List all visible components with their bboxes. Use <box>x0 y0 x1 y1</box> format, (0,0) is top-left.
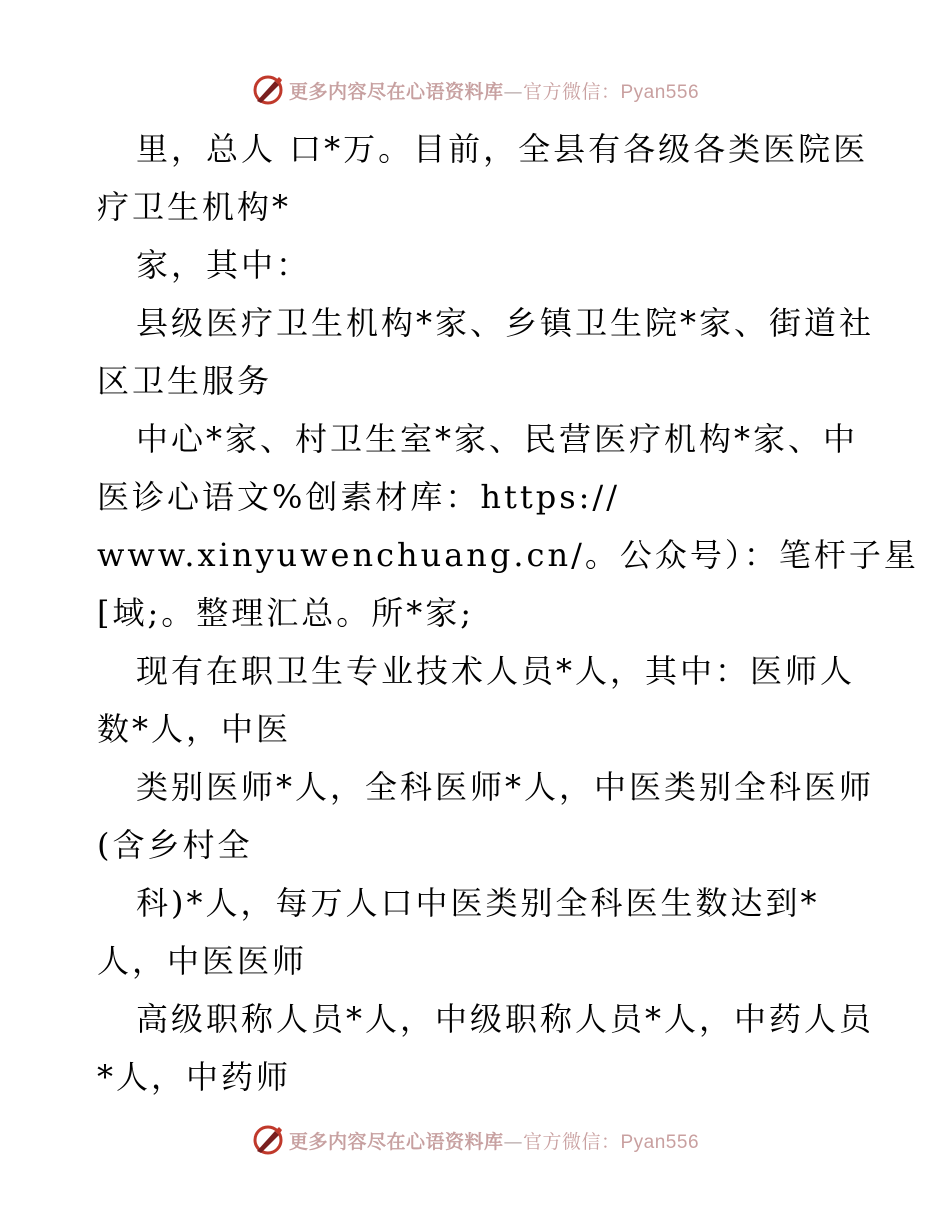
header-banner <box>0 70 950 110</box>
text-line: (含乡村全 <box>97 826 253 864</box>
header-wechat-label: 官方微信： <box>522 80 621 103</box>
header-brand: 更多内容尽在心语资料库 <box>288 80 504 103</box>
text-line: 疗卫生机构* <box>97 188 292 226</box>
pen-logo-icon <box>251 73 285 107</box>
text-line: 县级医疗卫生机构*家、乡镇卫生院*家、街道社 <box>136 304 875 342</box>
text-line: www.xinyuwenchuang.cn/。公众号）：笔杆子星 <box>97 536 919 574</box>
pen-logo-icon <box>251 1123 285 1157</box>
footer-wechat-id: Pyan556 <box>620 1131 700 1153</box>
footer-dash: — <box>503 1130 523 1153</box>
header-wechat-id: Pyan556 <box>620 81 700 103</box>
text-line: 里，总人 口*万。目前，全县有各级各类医院医 <box>136 130 869 168</box>
body-text <box>97 120 919 1106</box>
footer-banner-text <box>289 1127 699 1154</box>
text-line: 高级职称人员*人，中级职称人员*人，中药人员 <box>136 1000 875 1038</box>
text-line: 人，中医医师 <box>97 942 308 980</box>
footer-banner <box>0 1120 950 1160</box>
text-line: 区卫生服务 <box>97 362 273 400</box>
header-banner-text <box>289 77 699 104</box>
header-dash: — <box>503 80 523 103</box>
text-line: *人，中药师 <box>97 1058 292 1096</box>
text-line: 医诊心语文%创素材库：https:// <box>97 478 620 516</box>
text-line: 现有在职卫生专业技术人员*人，其中：医师人 <box>136 652 856 690</box>
text-line: 类别医师*人，全科医师*人，中医类别全科医师 <box>136 768 875 806</box>
footer-wechat-label: 官方微信： <box>522 1130 621 1153</box>
text-line: 数*人，中医 <box>97 710 292 748</box>
text-line: 科)*人，每万人口中医类别全科医生数达到* <box>136 884 820 922</box>
text-line: 家，其中： <box>136 246 312 284</box>
text-line: 中心*家、村卫生室*家、民营医疗机构*家、中 <box>136 420 859 458</box>
footer-brand: 更多内容尽在心语资料库 <box>288 1130 504 1153</box>
text-line: [域;。整理汇总。所*家; <box>97 594 475 632</box>
